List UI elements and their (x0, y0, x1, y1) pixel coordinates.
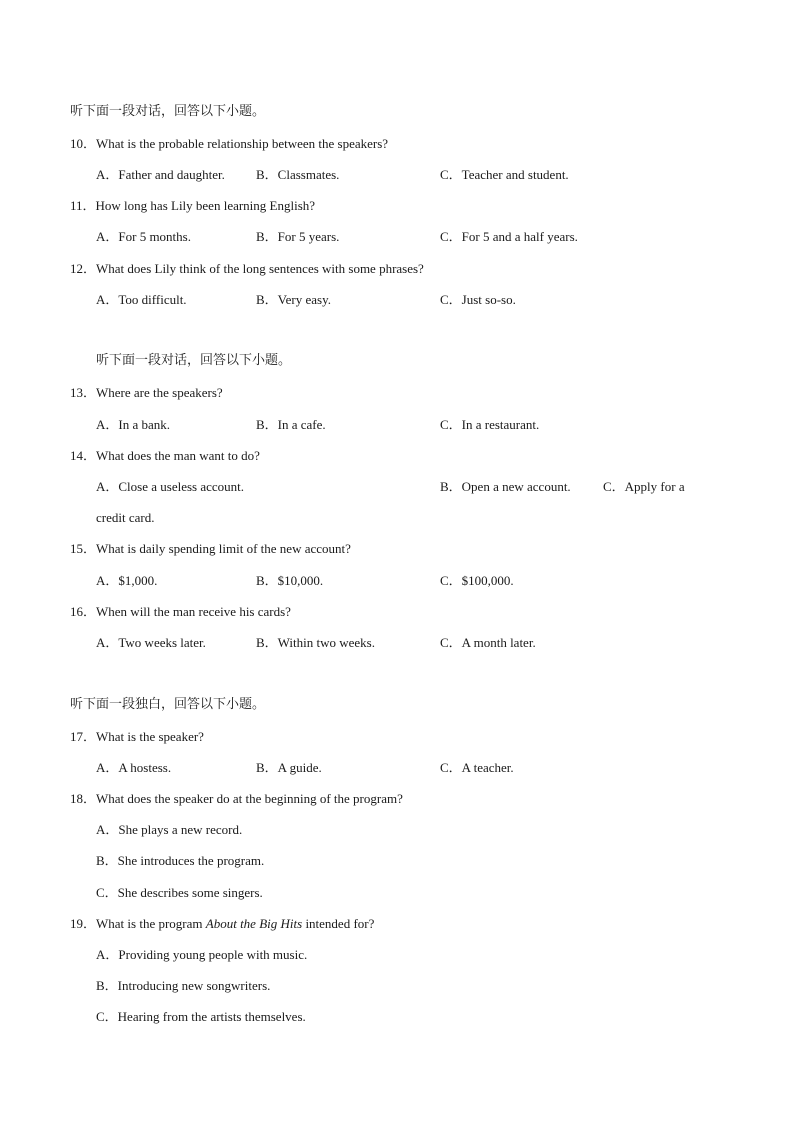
question-text: What is the speaker? (96, 729, 204, 744)
option-b: B．Classmates. (256, 167, 340, 182)
option-c: C．She describes some singers. (96, 885, 263, 900)
question-text: What is the probable relationship between the speakers? (96, 136, 389, 151)
option-a: A．Father and daughter. (96, 167, 225, 182)
question-15 (70, 541, 351, 557)
question-number: 15． (70, 541, 97, 556)
question-text: How long has Lily been learning English? (95, 198, 316, 213)
option-a: A．Close a useless account. (96, 479, 245, 494)
option-a: A．Providing young people with music. (96, 947, 308, 962)
question-text: What does the speaker do at the beginning of the program? (96, 791, 403, 806)
question-text: What does the man want to do? (96, 448, 260, 463)
option-c-continued: credit card. (96, 510, 155, 525)
question-number: 13． (70, 385, 97, 400)
option-a: A．For 5 months. (96, 229, 191, 244)
program-title: About the Big Hits (205, 916, 303, 931)
question-number: 17． (70, 729, 97, 744)
option-b: B．In a cafe. (256, 417, 326, 432)
question-14 (70, 448, 260, 464)
question-17 (70, 729, 204, 745)
option-a: A．Too difficult. (96, 292, 187, 307)
question-12 (70, 261, 424, 277)
option-b: B．For 5 years. (256, 229, 340, 244)
question-number: 19． (70, 916, 97, 931)
option-c: C．A month later. (440, 635, 536, 650)
option-c: C．$100,000. (440, 573, 514, 588)
question-18 (70, 791, 403, 807)
option-b: B．Open a new account. (440, 479, 571, 494)
question-text: When will the man receive his cards? (96, 604, 291, 619)
option-b: B．Within two weeks. (256, 635, 375, 650)
section-instruction: 听下面一段对话，回答以下小题。 (96, 353, 292, 368)
option-c: C．Teacher and student. (440, 167, 569, 182)
option-a: A．She plays a new record. (96, 822, 243, 837)
question-number: 14． (70, 448, 97, 463)
question-number: 18． (70, 791, 97, 806)
question-text: What does Lily think of the long sentences with some phrases? (96, 261, 424, 276)
option-c: C．Apply for a (603, 479, 685, 494)
section-instruction: 听下面一段独白，回答以下小题。 (70, 697, 266, 712)
question-text-end: intended for? (302, 916, 375, 931)
option-b: B．Introducing new songwriters. (96, 978, 271, 993)
option-b: B．She introduces the program. (96, 853, 265, 868)
option-c: C．For 5 and a half years. (440, 229, 578, 244)
option-b: B．Very easy. (256, 292, 331, 307)
section-instruction: 听下面一段对话，回答以下小题。 (70, 104, 266, 119)
question-text: What is the program (96, 916, 206, 931)
question-19 (70, 916, 374, 932)
option-c: C．Hearing from the artists themselves. (96, 1009, 306, 1024)
option-a: A．A hostess. (96, 760, 172, 775)
question-number: 11． (70, 198, 96, 213)
question-number: 16． (70, 604, 97, 619)
question-16 (70, 604, 291, 620)
option-b: B．$10,000. (256, 573, 324, 588)
question-text: Where are the speakers? (96, 385, 223, 400)
question-11 (70, 198, 315, 214)
question-number: 12． (70, 261, 97, 276)
option-a: A．Two weeks later. (96, 635, 206, 650)
option-a: A．$1,000. (96, 573, 158, 588)
question-10 (70, 136, 388, 152)
option-c: C．A teacher. (440, 760, 514, 775)
question-13 (70, 385, 223, 401)
question-number: 10． (70, 136, 97, 151)
question-text: What is daily spending limit of the new account? (96, 541, 351, 556)
option-c: C．Just so-so. (440, 292, 516, 307)
option-a: A．In a bank. (96, 417, 171, 432)
option-b: B．A guide. (256, 760, 322, 775)
option-c: C．In a restaurant. (440, 417, 540, 432)
